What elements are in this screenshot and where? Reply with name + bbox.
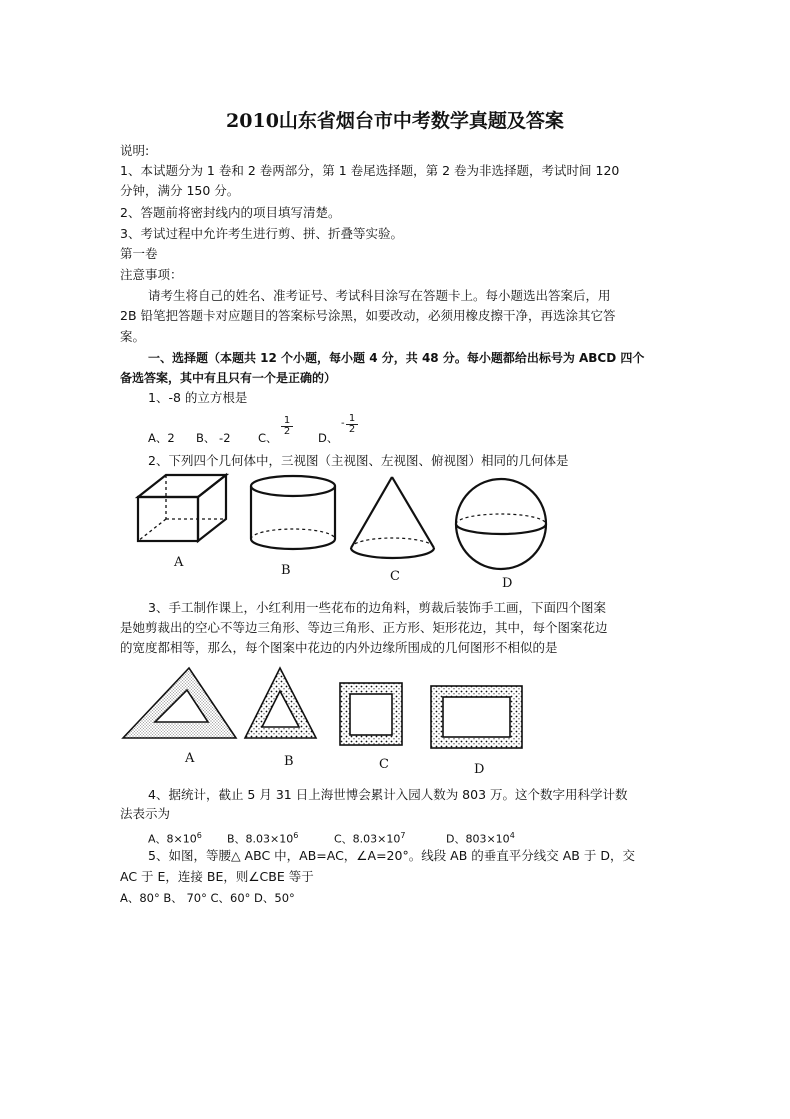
attention-paragraph-2: 2B 铅笔把答题卡对应题目的答案标号涂黑，如要改动，必须用橡皮擦干净，再选涂其它答 xyxy=(120,308,616,323)
q2-figure-c-cone xyxy=(351,477,434,558)
q5-options: A、80° B、 70° C、60° D、50° xyxy=(120,891,295,905)
q4-option-a: A、$8\times 10^6$ xyxy=(148,831,202,846)
attention-paragraph-3: 案。 xyxy=(120,329,146,344)
attention-paragraph-1: 请考生将自己的姓名、准考证号、考试科目涂写在答题卡上。每小题选出答案后，用 xyxy=(148,288,611,303)
q5-line-2: AC 于 E，连接 BE，则∠CBE 等于 xyxy=(120,869,314,884)
q3-figure-b-equilateral-frame xyxy=(245,668,316,738)
q3-label-b: B xyxy=(284,754,294,769)
q2-label-d: D xyxy=(502,576,513,591)
exponent: 6 xyxy=(196,831,202,840)
q3-label-c: C xyxy=(379,757,389,772)
fraction-numerator: 1 xyxy=(281,416,293,427)
q3-line-3: 的宽度都相等，那么，每个图案中花边的内外边缘所围成的几何图形不相似的是 xyxy=(120,640,558,655)
q2-figure-b-cylinder xyxy=(251,476,335,549)
q1-option-c: C、 xyxy=(258,431,278,445)
q1-option-d: D、 xyxy=(318,431,339,445)
q3-line-1: 3、手工制作课上，小红利用一些花布的边角料，剪裁后装饰手工画，下面四个图案 xyxy=(148,600,606,615)
q2-figure-a-cuboid xyxy=(138,475,226,541)
q4-option-c: C、$8.03\times 10^7$ xyxy=(334,831,406,846)
attention-heading: 注意事项： xyxy=(120,267,183,282)
q1-option-d-sign: - xyxy=(341,418,345,429)
note-1-line-2: 分钟，满分 150 分。 xyxy=(120,183,240,198)
q1-option-b: B、 -2 xyxy=(196,431,231,445)
exponent: 6 xyxy=(293,831,299,840)
q2-stem: 2、下列四个几何体中，三视图（主视图、左视图、俯视图）相同的几何体是 xyxy=(148,453,569,468)
section-heading-line-1: 一、选择题（本题共 12 个小题，每小题 4 分，共 48 分。每小题都给出标号为 ABCD 四个 xyxy=(148,351,645,365)
q3-figure-c-square-frame xyxy=(340,683,402,745)
note-1-line-1: 1、本试题分为 1 卷和 2 卷两部分，第 1 卷尾选择题，第 2 卷为非选择题，考试时间 120 xyxy=(120,163,620,178)
q2-figure-d-sphere xyxy=(456,479,546,569)
q1-option-a: A、2 xyxy=(148,431,175,445)
q3-figure-d-rectangle-frame xyxy=(431,686,522,748)
q3-label-a: A xyxy=(185,751,195,766)
note-3: 3、考试过程中允许考生进行剪、拼、折叠等实验。 xyxy=(120,226,403,241)
q3-label-d: D xyxy=(474,762,485,777)
q5-line-1: 5、如图，等腰△ ABC 中，AB=AC，∠A=20°。线段 AB 的垂直平分线交 AB 于 D，交 xyxy=(148,848,635,863)
q3-line-2: 是她剪裁出的空心不等边三角形、等边三角形、正方形、矩形花边，其中，每个图案花边 xyxy=(120,620,608,635)
notes-heading: 说明: xyxy=(120,143,150,158)
page-title: 2010山东省烟台市中考数学真题及答案 xyxy=(226,110,564,132)
fraction-denominator: 2 xyxy=(283,426,291,437)
q2-label-c: C xyxy=(390,569,400,584)
q4-option-d: D、$803\times 10^4$ xyxy=(446,831,515,846)
q3-figure-a-scalene-frame xyxy=(123,668,236,738)
section-heading-line-2: 备选答案，其中有且只有一个是正确的） xyxy=(120,371,337,385)
note-2: 2、答题前将密封线内的项目填写清楚。 xyxy=(120,205,341,220)
q2-label-b: B xyxy=(281,563,291,578)
exponent: 7 xyxy=(400,831,406,840)
q4-line-2: 法表示为 xyxy=(120,806,171,821)
exponent: 4 xyxy=(509,831,515,840)
fraction-numerator: 1 xyxy=(346,414,358,425)
q1-stem: 1、-8 的立方根是 xyxy=(148,390,248,405)
volume-heading: 第一卷 xyxy=(120,246,158,261)
q2-label-a: A xyxy=(174,555,184,570)
q4-line-1: 4、据统计，截止 5 月 31 日上海世博会累计入园人数为 803 万。这个数字用科学计数 xyxy=(148,787,628,802)
q4-option-b: B、$8.03\times 10^6$ xyxy=(227,831,299,846)
fraction-denominator: 2 xyxy=(348,424,356,435)
